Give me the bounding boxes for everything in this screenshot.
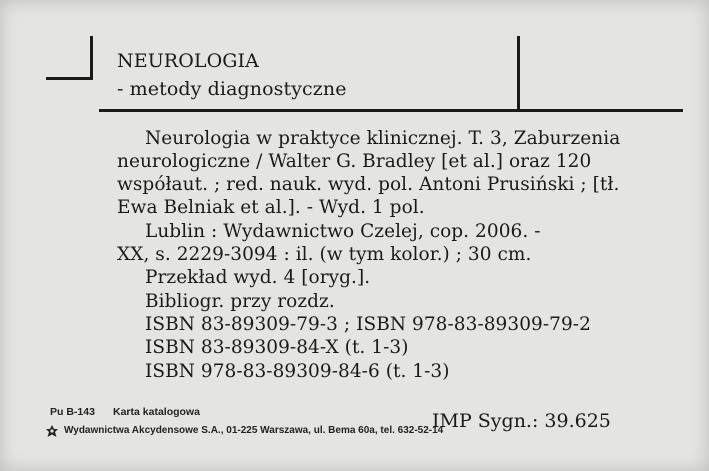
entry-line-collation: XX, s. 2229-3094 : il. (w tym kolor.) ; 30 cm. — [117, 244, 532, 265]
form-name: Karta katalogowa — [113, 406, 200, 418]
subject-heading — [117, 47, 347, 103]
entry-line-translation-note: Przekład wyd. 4 [oryg.]. — [145, 267, 371, 288]
entry-line-editors: współaut. ; red. nauk. wyd. pol. Antoni Prusiński ; [tł. — [117, 174, 620, 195]
entry-line-edition: Ewa Belniak et al.]. - Wyd. 1 pol. — [117, 197, 425, 218]
heading-divider-vertical — [517, 36, 520, 110]
entry-line-isbn-1: ISBN 83-89309-79-3 ; ISBN 978-83-89309-79-2 — [145, 314, 591, 335]
entry-line-isbn-3: ISBN 978-83-89309-84-6 (t. 1-3) — [145, 361, 450, 382]
entry-line-bibliography-note: Bibliogr. przy rozdz. — [145, 291, 335, 312]
call-number: IMP Sygn.: 39.625 — [432, 410, 611, 432]
corner-bracket-vertical — [90, 36, 93, 80]
subject-title: NEUROLOGIA — [117, 50, 259, 72]
subject-subtitle: - metody diagnostyczne — [117, 78, 347, 100]
publisher-line: Wydawnictwa Akcydensowe S.A., 01-225 Warszawa, ul. Bema 60a, tel. 632-52-14 — [64, 425, 444, 436]
heading-divider-horizontal — [99, 109, 683, 112]
entry-line-imprint: Lublin : Wydawnictwo Czelej, cop. 2006. - — [145, 221, 541, 242]
entry-line-authors: neurologiczne / Walter G. Bradley [et al.] oraz 120 — [117, 151, 592, 172]
form-code: Pu B-143 — [50, 406, 95, 418]
entry-line-isbn-2: ISBN 83-89309-84-X (t. 1-3) — [145, 337, 409, 358]
entry-line-title: Neurologia w praktyce klinicznej. T. 3, Zaburzenia — [145, 128, 621, 149]
publisher-logo-icon — [45, 424, 59, 438]
corner-bracket-horizontal — [46, 77, 93, 80]
